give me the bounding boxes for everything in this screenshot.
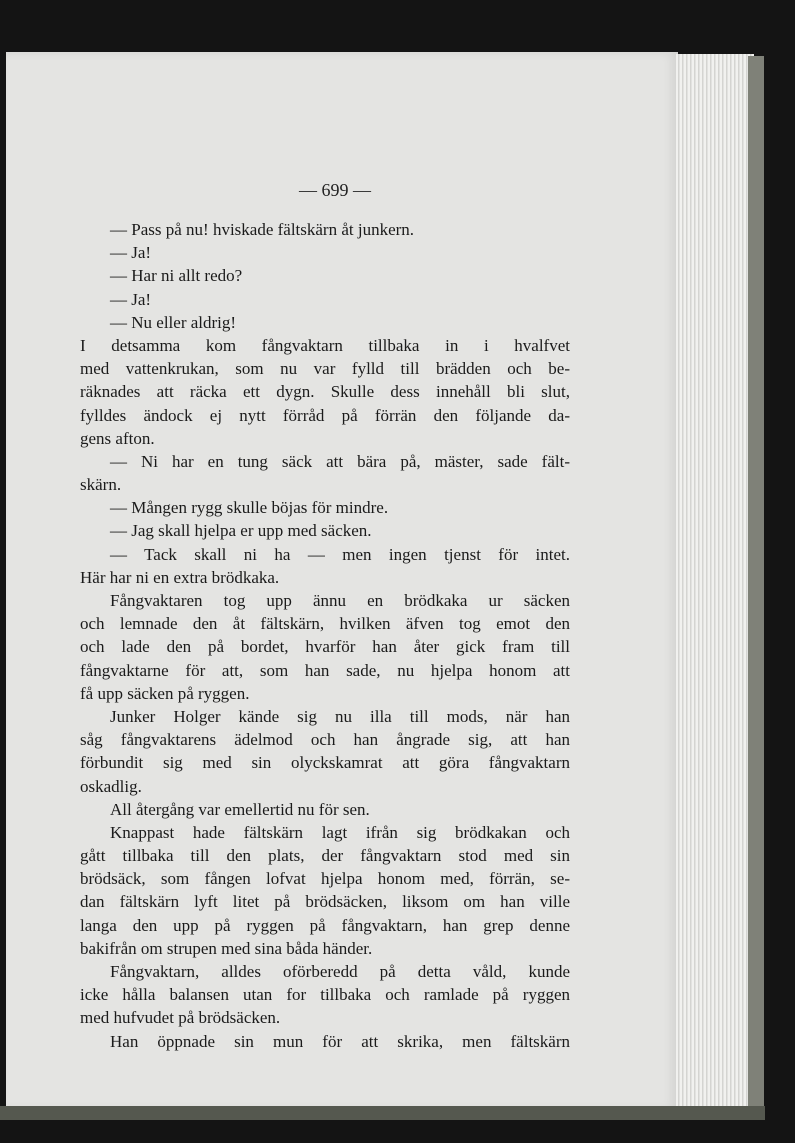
text-line: — Jag skall hjelpa er upp med säcken. [110,521,372,541]
text-line: — Ja! [110,289,152,309]
text-line: gens afton. [80,428,155,448]
text-line: Fångvaktaren tog upp ännu en brödkaka ur säcken [110,591,570,610]
text-line: — Har ni allt redo? [110,266,243,286]
text-line: — Ja! [110,243,152,263]
text-line: med hufvudet på brödsäcken. [80,1008,281,1028]
text-line: fångvaktarne för att, som han sade, nu hjelpa honom att [80,660,570,680]
text-line: Här har ni en extra brödkaka. [80,567,280,587]
text-line: — Ni har en tung säck att bära på, mäster, sade fält- [110,451,570,471]
text-line: brödsäck, som fången lofvat hjelpa honom med, förrän, se- [80,869,570,889]
book-cover-edge [748,56,764,1116]
page-edges [676,54,754,1112]
text-line: icke hålla balansen utan for tillbaka och ramlade på ryggen [80,985,570,1005]
text-line: — Mången rygg skulle böjas för mindre. [110,498,389,518]
text-line: gått tillbaka till den plats, der fångvaktarn stod med sin [80,846,570,866]
text-line: — Tack skall ni ha — men ingen tjenst för intet. [110,544,570,564]
text-line: Fångvaktarn, alldes oförberedd på detta våld, kunde [110,962,570,981]
text-line: dan fältskärn lyft litet på brödsäcken, liksom om han ville [80,892,570,912]
book-bottom-edge [0,1106,765,1120]
text-line: Knappast hade fältskärn lagt ifrån sig brödkakan och [110,822,570,842]
text-line: langa den upp på ryggen på fångvaktarn, han grep denne [80,915,570,935]
text-line: Han öppnade sin mun för att skrika, men fältskärn [110,1031,570,1051]
paper-page [6,52,678,1110]
body-text [80,218,570,1053]
text-line: Junker Holger kände sig nu illa till mods, när han [110,706,570,726]
text-line: få upp säcken på ryggen. [80,683,250,703]
text-line: fylldes ändock ej nytt förråd på förrän den följande da- [80,405,570,425]
text-line: räknades att räcka ett dygn. Skulle dess innehåll bli slut, [80,382,570,402]
text-line: med vattenkrukan, som nu var fylld till brädden och be- [80,359,570,379]
text-line: — Pass på nu! hviskade fältskärn åt junkern. [110,220,415,239]
page-number: — 699 — [299,180,371,200]
text-line: All återgång var emellertid nu för sen. [110,799,370,819]
text-line: skärn. [80,475,122,495]
text-line: — Nu eller aldrig! [110,312,237,332]
text-line: bakifrån om strupen med sina båda händer. [80,938,373,958]
text-line: oskadlig. [80,776,142,796]
text-line: I detsamma kom fångvaktarn tillbaka in i hvalfvet [80,335,570,355]
text-line: och lemnade den åt fältskärn, hvilken äfven tog emot den [80,614,570,634]
text-line: och lade den på bordet, hvarför han åter gick fram till [80,637,570,657]
text-line: såg fångvaktarens ädelmod och han ångrade sig, att han [80,730,570,750]
text-line: förbundit sig med sin olyckskamrat att göra fångvaktarn [80,753,570,773]
